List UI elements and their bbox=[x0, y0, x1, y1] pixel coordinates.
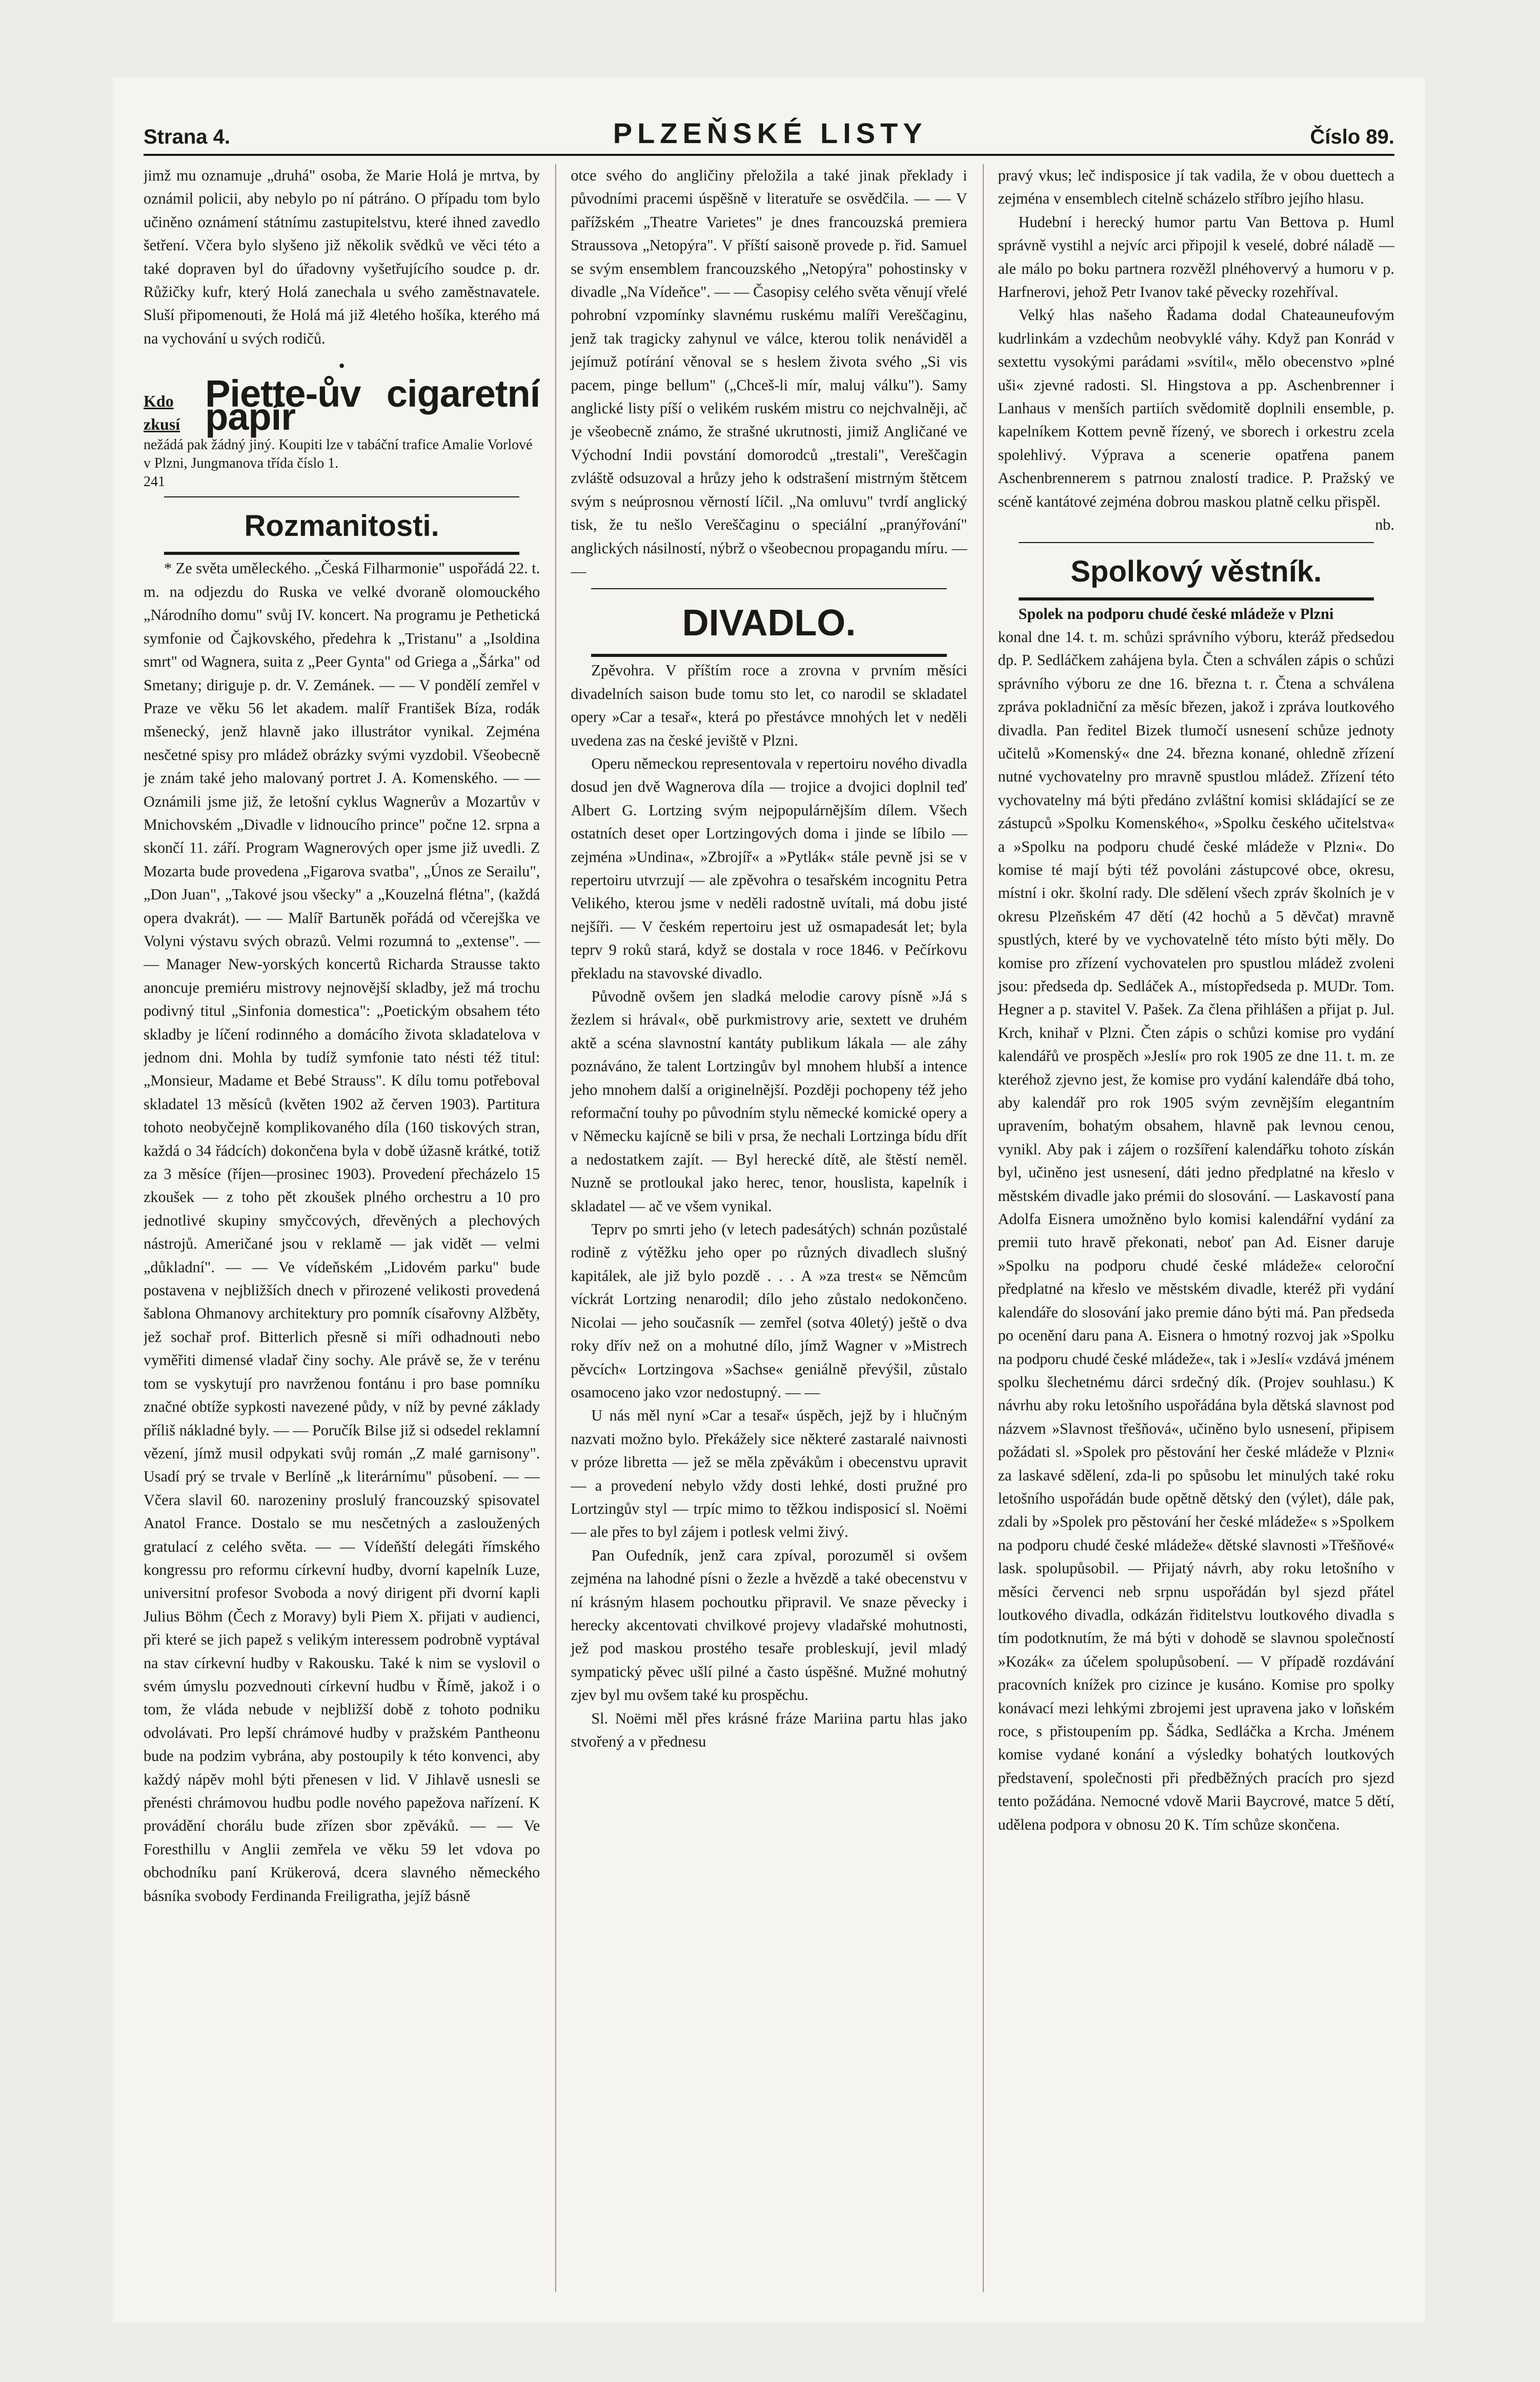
column-2 bbox=[555, 164, 967, 2292]
divider bbox=[591, 588, 946, 589]
page-number: Strana 4. bbox=[144, 126, 230, 148]
divider bbox=[164, 552, 519, 555]
columns bbox=[144, 164, 1394, 2292]
newspaper-page bbox=[113, 77, 1425, 2323]
column-1 bbox=[144, 164, 540, 2292]
article-text: Velký hlas našeho Řadama dodal Chateauneufovým kudrlinkám a vzdechům neobvyklé váhy. Když pan Konrád v sextettu vysokými parádami »svítil«, mělo obecenstvo »plné uši« zjevné radosti. Sl. Hingstova a pp. Aschenbrenner i Lanhaus v menších partiích svědomitě doplnili ensemble, p. kapelníkem Kottem pevně řízený, ve sborech i orkestru zcela spolehlivý. Výprava a scenerie opatřena panem Aschenbrennerem s patrnou znalostí tradice. P. Pražský ve scéně kantátové zejména dobrou maskou platně celku přispěl. bbox=[998, 306, 1394, 510]
article-text: otce svého do angličiny přeložila a také jinak překlady i původními pracemi úspěšně v literatuře se osvědčila. — — V pařížském „Theatre Varietes" je dnes francouzská premiera Straussova „Netopýra". V příští saisoně provede p. řid. Samuel se svým ensemblem francouzského „Netopýra" pohostinsky v divadle „Na Vídeňce". — — Časopisy celého světa věnují vřelé pohrobní vzpomínky slavnému ruskému malíři Vereščaginu, jenž tak tragicky zahynul ve válce, kterou tolik nenáviděl a jejímuž potírání věnoval se s heslem života svého „Si vis pacem, pinge bellum" („Chceš-li mír, maluj válku"). Samy anglické listy píší o velikém ruském mistru co nejchvalněji, ač je všeobecně známo, že strašné ukrutnosti, jimiž Angličané ve Východní Indii povstání domorodců „trestali", Vereščagin zvláště odsuzoval a hrůzy jeho k odstrašení mistrným štětcem svým s neúprosnou věrností líčil. „Na omluvu" tvrdí anglický tisk, že tu nešlo Vereščaginu o speciální „pranýřování" anglických násilností, nýbrž o všeobecnou propagandu míru. — — bbox=[571, 167, 967, 580]
section-heading-divadlo: DIVADLO. bbox=[682, 603, 856, 644]
article-text: jimž mu oznamuje „druhá" osoba, že Marie Holá je mrtva, by oznámil policii, aby nebylo po ní pátráno. O případu tom bylo učiněno oznámení státnímu zastupitelstvu, které ihned zavedlo šetření. Včera bylo slyšeno již několik svědků ve věci této a také dopraven byl do úřadovny vyšetřujícího soudce p. dr. Růžičky kufr, který Holá zanechala u svého zaměstnavatele. Sluší připomenouti, že Holá má již 4letého hošíka, kterého má na vychování u svých rodičů. bbox=[144, 167, 540, 347]
divider bbox=[1019, 542, 1374, 543]
author-signature: nb. bbox=[1375, 516, 1394, 534]
article-text: Sl. Noëmi měl přes krásné fráze Mariina partu hlas jako stvořený a v přednesu bbox=[571, 1709, 967, 1750]
article-text: Operu německou representovala v repertoiru nového divadla dosud jen dvě Wagnerova díla — trojice a dvojici doplnil teď Albert G. Lortzing svým nejpopulárnějším dílem. Všech ostatních deset oper Lortzingových doma i jinde se líbilo — zejména »Undina«, »Zbrojíř« a »Pytlák« stále pevně jsi se v repertoiru utvrzují — ale zpěvohra o tesařském incognitu Petra Velikého, kterou jsme v neděli radostně uvítali, má dobu jisté nejšíři. — V českém repertoiru jest už osmapadesát let; byla teprv 9 roků stará, když se dostala v roce 1846. v Pečírkovu překladu na stavovské divadlo. bbox=[571, 754, 967, 982]
article-text: Hudební i herecký humor partu Van Bettova p. Huml správně vystihl a nejvíc arci připojil k veselé, dobré náladě — ale málo po boku partnera rozvěžl plnéhovervý a humoru v p. Harfnerovi, jehož Petr Ivanov také pěvecky rozehříval. bbox=[998, 213, 1394, 301]
article-text: konal dne 14. t. m. schůzi správního výboru, kteráž předsedou dp. P. Sedláčkem zahájena byla. Čten a schválen zápis o schůzi správního výboru ze dne 16. března t. r. Čtena a schválena zpráva pokladniční za měsíc březen, jakož i zpráva loutkového divadla. Pan ředitel Bizek tlumočí usnesení schůze jednoty učitelů »Komenský« dne 24. března konané, ohledně zřízení nutné vychovatelny pro mravně spustlou mládež. Zřízení této vychovatelny má býti předáno zvláštní komisi skládající se ze zástupců »Spolku Komenského«, »Spolku českého učitelstva« a »Spolku na podporu chudé české mládeže v Plzni«. Do komise té mají býti též povoláni zástupcové obce, okresu, místní i okr. školní rady. Dle sdělení všech zpráv školních je v okresu Plzeňském 47 dětí (42 hochů a 5 děvčat) mravně spustlých, které by ve vychovatelně této místo býti měly. Do komise pro zřízení vychovatelen pro spustlou mládež zvoleni jsou: předseda dp. Sedláček A., místopředseda p. MUDr. Tom. Hegner a p. stavitel V. Pašek. Za člena přihlášen a přijat p. Jul. Krch, knihař v Plzni. Čten zápis o schůzi komise pro vydání kalendářů ve prospěch »Jeslí« pro rok 1905 ze dne 11. t. m. ze kteréhož zjevno jest, že komise pro vydání kalendáře dbá toho, aby kalendář pro rok 1905 svým zevnějším elegantním upravením, bohatým obsahem, hlavně pak levnou cenou, vynikl. Aby pak i zájem o rozšíření kalendářku tohoto získán byl, učiněno jest usnesení, dáti jedno předplatné na křeslo v městském divadle jako prémii do slosování. — Laskavostí pana Adolfa Eisnera umožněno bylo komisi kalendářní vydání za premii tuto hravě překonati, neboť pan Ad. Eisner daruje »Spolku na podporu chudé české mládeže« celoroční předplatné na křeslo ve městském divadle, kteréž při vydání kalendáře do slosování jako premie dáno býti má. Pan předseda po ocenění daru pana A. Eisnera o hmotný rozvoj jak »Spolku na podporu chudé české mládeže«, tak i »Jeslí« vzdává jménem spolku šlechetnému dárci srdečný dík. (Projev souhlasu.) K návrhu aby roku letošního uspořádána byla dětská slavnost pod názvem »Slavnost třešňová«, učiněno bylo usnesení, připisem požádati sl. »Spolek pro pěstování her české mládeže v Plzni« za laskavé sdělení, zda-li po spůsobu let minulých také roku letošního uspořádán bude opětně dětský den (výlet), dále pak, zdali by »Spolek pro pěstování her české mládeže« s »Spolkem na podporu chudé české mládeže« dětské slavnosti »Třešňové« lask. spolupůsobil. — Přijatý návrh, aby roku letošního v měsíci červenci neb srpnu uspořádán byl sjezd přátel loutkového divadla, odkázán řiditelstvu loutkového divadla s tím podotknutím, že má býti v dohodě se slavnou společností »Kozák« za účelem spolupůsobení. — V případě rozdávání pracovních knížek pro cizince je kusáno. Komise pro spolky konávací mezi lehkými zbrojemi jest upravena jako v loňském roce, s přistoupením pp. Šádka, Sedláčka a Krcha. Jménem komise vydané konání a výsledky bohatých loutkových představení, společnosti při předběžných pracích pro sjezd tento požádána. Nemocné vdově Marii Baycrové, matce 5 dětí, udělena podpora v obnosu 20 K. Tím schůze skončena. bbox=[998, 628, 1394, 1833]
ad-text-line bbox=[144, 436, 540, 473]
article-subtitle: Spolek na podporu chudé české mládeže v Plzni bbox=[1018, 605, 1334, 623]
advertisement bbox=[144, 372, 540, 492]
article-text: Původně ovšem jen sladká melodie carovy písně »Já s žezlem si hrával«, obě purkmistrovy arie, sextett ve druhém aktě a scéna slavnostní kantáty publikum lákala — ale záhy poznáváno, že talent Lortzingův byl mnohem hlubší a intence jeho mnohem další a originelnější. Později pochopeny též jeho reformační touhy po původním stylu německé komické opery a v Německu kajícně se bili v prsa, že nechali Lortzinga bídu dřít a nedostatkem zajít. — Byl herecké dítě, ale štěstí neměl. Nuzně se protloukal jako herec, tenor, houslista, kapelník i skladatel — ač ve všem vynikal. bbox=[571, 988, 967, 1215]
column-3 bbox=[983, 164, 1394, 2292]
ad-title bbox=[144, 372, 540, 438]
ad-text: nežádá pak žádný jiný. Koupiti lze v tabáční trafice Amalie Vorlové v Plzni, Jungmanova třída číslo 1. bbox=[144, 437, 533, 472]
divider bbox=[164, 496, 519, 497]
article-text: Zpěvohra. V příštím roce a zrovna v prvním měsíci divadelních saison bude tomu sto let, co narodil se skladatel opery »Car a tesař«, která po přestávce mnohých let v neděli uvedena zas na české jeviště v Plzni. bbox=[571, 662, 967, 749]
article-text: Teprv po smrti jeho (v letech padesátých) schnán pozůstalé rodině z výtěžku jeho oper po různých divadlech slušný kapitálek, ale již bylo pozdě . . . A »za trest« se Němcům víckrát Lortzing nenarodil; dílo jeho zůstalo nedokončeno. Nicolai — jeho současník — zemřel (sotva 40letý) ještě o dva roky dřív než on a mohutné dílo, jímž Wagner v »Mistrech pěvcích« Lortzingova »Sachse« geniálně převýšil, zůstalo osamoceno jako vzor nedostupný. — — bbox=[571, 1220, 967, 1401]
newspaper-title: PLZEŇSKÉ LISTY bbox=[613, 117, 927, 149]
ad-brand: Piette-ův cigaretní papír bbox=[205, 372, 540, 438]
article-text: Pan Oufedník, jenž cara zpíval, porozuměl si ovšem zejména na lahodné písni o žezle a hvězdě a také obecenstvu v ní krásným hlasem pochoutku připravil. Ve snaze pěvecky i herecky akcentovati chvilkové projevy vladařské mohutnosti, jež pod maskou prostého tesaře probleskují, jevil mladý sympatický pěvec ušlí pilné a často úspěšné. Mužné mohutný zjev byl mu ovšem také ku prospěchu. bbox=[571, 1546, 967, 1704]
ad-kdo: Kdo zkusí bbox=[144, 391, 180, 434]
page-header bbox=[144, 92, 1394, 156]
article-text: * Ze světa uměleckého. „Česká Filharmonie" uspořádá 22. t. m. na odjezdu do Ruska ve velké dvoraně olomouckého „Národního domu" svůj IV. koncert. Na programu je Pethetická symfonie od Čajkovského, předehra k „Tristanu" a „Isoldina smrt" od Wagnera, suita z „Peer Gynta" od Griega a „Šárka" od Smetany; diriguje p. dr. V. Zemánek. — — V pondělí zemřel v Praze ve věku 56 let akadem. malíř František Bíza, rodák mšenecký, jenž hlavně jako illustrátor vynikal. Zejména nesčetné spisy pro mládež obrázky svými vyzdobil. Všeobecně je znám také jeho malovaný portret J. A. Komenského. — — Oznámili jsme již, že letošní cyklus Wagnerův a Mozartův v Mnichovském „Divadle v lidnoucího prince" počne 12. srpna a skončí 11. září. Program Wagnerových oper jsme již uvedli. Z Mozarta bude provedena „Figarova svatba", „Únos ze Serailu", „Don Juan", „Takové jsou všecky" a „Kouzelná flétna", (každá opera dvakrát). — — Malíř Bartuněk pořádá od včerejška ve Volyni výstavu svých obrazů. Velmi rozumná to „extense". — — Manager New-yorských koncertů Richarda Strausse takto anoncuje premiéru mistrovy nejnovější skladby, jež má trochu podivný titul „Sinfonia domestica": „Poetickým obsahem této skladby je líčení rodinného a domácího života skladatelova v jednom dni. Mohla by tudíž symfonie tato nésti též titul: „Monsieur, Madame et Bebé Strauss". K dílu tomu potřeboval skladatel 13 měsíců (květen 1902 až červen 1903). Partitura tohoto neobyčejně komplikovaného díla (160 tiskových stran, každá o 34 řádcích) dokončena byla v době úžasně krátké, totiž za 3 měsíce (říjen—prosinec 1903). Provedení přecházelo 15 zkoušek — z toho pět zkoušek plného orchestru a 10 pro jednotlivé skupiny smyčcových, dřevěných a plechových nástrojů. Američané jsou v reklamě — jak vidět — velmi „důkladní". — — Ve vídeňském „Lidovém parku" bude postavena v nejbližších dnech v přirozené velikosti provedená šablona Ohmanovy architektury pro pomník císařovny Alžběty, jež sochař prof. Bitterlich přesně si míři odhadnouti nebo vyměřiti dimensé vladař činy sochy. Ale právě se, že v terénu tom se vyskytují pro navrženou fontánu i pro base pomníku značné obtíže sypkosti navezené půdy, v níž by pevné základy příliš nákladné byly. — — Poručík Bilse již si odsedel reklamní vězení, jímž musil odpykati svůj román „Z malé garnisony". Usadí prý se trvale v Berlíně „k literárnímu" působení. — — Včera slavil 60. narozeniny proslulý francouzský spisovatel Anatol France. Dostalo se mu nesčetných a zasloužených gratulací z celého světa. — — Vídeňští delegáti římského kongressu pro reformu církevní hudby, dvorní kapelník Luze, universitní profesor Svoboda a nový dirigent při dvorní kapli Julius Böhm (Čech z Moravy) byli Piem X. přijati v audienci, při které se jich papež s velikým interessem podrobně vyptával na stav církevní hudby v Rakousku. Také k nim se vyslovil o svém úmyslu pozvednouti církevní hudbu v Římě, jakož i o tom, že vláda nebude v nejbližší době z tohoto podniku odvolávati. Pro lepší chrámové hudby v pražském Pantheonu bude na podzim vybrána, aby postoupily k této konvenci, aby každý nápěv mohl býti přenesen v lid. V Jihlavě usnesli se přenésti chrámovou hudbu podle nového papežova nařízení. K provádění chorálu bude zřízen sbor zpěváků. — — Ve Foresthillu v Anglii zemřela ve věku 59 let vdova po obchodníku paní Krükerová, dcera slavného německého básníka svobody Ferdinanda Freiligratha, jejíž básně bbox=[144, 559, 540, 1905]
article-text: pravý vkus; leč indisposice jí tak vadila, že v obou duettech a zejména v ensemblech citelně scházelo stříbro jejího hlasu. bbox=[998, 167, 1394, 208]
section-heading-spolkovy-vestnik: Spolkový věstník. bbox=[1070, 554, 1322, 588]
article-text: U nás měl nyní »Car a tesař« úspěch, jejž by i hlučným nazvati možno bylo. Překážely sice některé zastaralé naivnosti v próze libretta — jež se měla zpěvákům i obecenstvu upravit — a provedení nebylo vždy dosti lehké, dosti pružné pro Lortzingův styl — trpíc mimo to těžkou indisposicí sl. Noëmi — ale přes to byl zájem i potlesk velmi živý. bbox=[571, 1407, 967, 1541]
ad-number: 241 bbox=[144, 474, 165, 490]
separator-dot: • bbox=[338, 355, 345, 376]
section-heading-rozmanitosti: Rozmanitosti. bbox=[244, 509, 439, 543]
issue-number: Číslo 89. bbox=[1310, 126, 1394, 148]
divider bbox=[591, 654, 946, 657]
divider bbox=[1019, 597, 1374, 600]
